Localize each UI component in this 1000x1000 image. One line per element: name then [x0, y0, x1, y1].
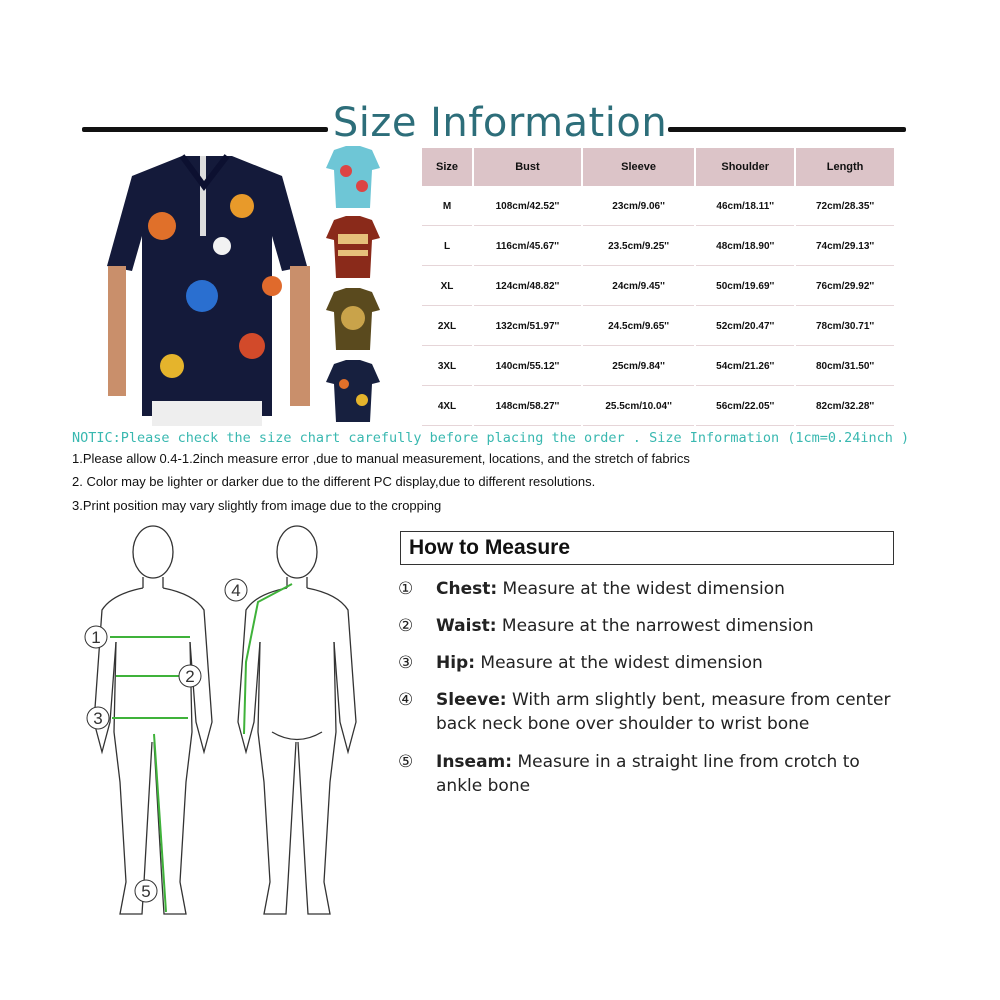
header-bust: Bust	[474, 148, 581, 186]
cell-length: 78cm/30.71''	[796, 308, 894, 346]
measure-text: Measure at the widest dimension	[475, 653, 763, 673]
measure-number: ③	[398, 653, 414, 673]
cell-size: 4XL	[422, 388, 472, 426]
cell-sleeve: 23.5cm/9.25''	[583, 228, 694, 266]
cell-bust: 140cm/55.12''	[474, 348, 581, 386]
marker-2: 2	[185, 667, 195, 686]
cell-length: 82cm/32.28''	[796, 388, 894, 426]
note-measure-error: 1.Please allow 0.4-1.2inch measure error ,due to manual measurement, locations, and the stretch of fabrics	[72, 451, 690, 466]
marker-5: 5	[141, 882, 151, 901]
cell-length: 76cm/29.92''	[796, 268, 894, 306]
cell-size: M	[422, 188, 472, 226]
cell-shoulder: 48cm/18.90''	[696, 228, 794, 266]
sleeve-measure-line	[244, 584, 292, 734]
measure-text: With arm slightly bent, measure from center back neck bone over shoulder to wrist bone	[436, 690, 891, 734]
cell-sleeve: 23cm/9.06''	[583, 188, 694, 226]
cell-sleeve: 25cm/9.84''	[583, 348, 694, 386]
cell-shoulder: 54cm/21.26''	[696, 348, 794, 386]
size-table-header-row	[422, 148, 894, 186]
cell-bust: 124cm/48.82''	[474, 268, 581, 306]
note-color: 2. Color may be lighter or darker due to the different PC display,due to different resolutions.	[72, 474, 596, 489]
measure-label: Hip:	[436, 653, 476, 673]
table-row	[422, 188, 894, 226]
cell-shoulder: 46cm/18.11''	[696, 188, 794, 226]
cell-shoulder: 50cm/19.69''	[696, 268, 794, 306]
product-thumbnail-blue[interactable]	[326, 146, 380, 208]
measure-label: Sleeve:	[436, 690, 507, 710]
measure-label: Waist:	[436, 616, 497, 636]
product-photo-main	[102, 146, 312, 426]
body-back-figure	[222, 522, 362, 932]
measure-text: Measure at the widest dimension	[497, 579, 785, 599]
marker-3: 3	[93, 709, 103, 728]
cell-shoulder: 56cm/22.05''	[696, 388, 794, 426]
page-title: Size Information	[332, 100, 668, 146]
how-to-measure-header	[400, 531, 894, 565]
cell-shoulder: 52cm/20.47''	[696, 308, 794, 346]
measure-label: Inseam:	[436, 752, 513, 772]
cell-bust: 148cm/58.27''	[474, 388, 581, 426]
how-to-measure-title: How to Measure	[409, 536, 571, 559]
marker-1: 1	[91, 628, 101, 647]
cell-bust: 116cm/45.67''	[474, 228, 581, 266]
header-size: Size	[422, 148, 472, 186]
table-row	[422, 228, 894, 266]
marker-4: 4	[231, 581, 241, 600]
measure-text: Measure at the narrowest dimension	[496, 616, 814, 636]
size-table	[420, 146, 896, 428]
cell-length: 80cm/31.50''	[796, 348, 894, 386]
table-row	[422, 268, 894, 306]
cell-bust: 108cm/42.52''	[474, 188, 581, 226]
table-row	[422, 348, 894, 386]
measure-number: ⑤	[398, 752, 414, 772]
cell-length: 72cm/28.35''	[796, 188, 894, 226]
header-sleeve: Sleeve	[583, 148, 694, 186]
body-front-figure	[80, 522, 220, 932]
measure-number: ④	[398, 690, 414, 710]
cell-sleeve: 24.5cm/9.65''	[583, 308, 694, 346]
product-thumbnail-red[interactable]	[326, 216, 380, 278]
measure-text: Measure in a straight line from crotch to ankle bone	[436, 752, 860, 796]
cell-size: L	[422, 228, 472, 266]
table-row	[422, 388, 894, 426]
product-thumbnail-gold[interactable]	[326, 288, 380, 350]
note-print-position: 3.Print position may vary slightly from image due to the cropping	[72, 498, 442, 513]
title-rule-right	[668, 127, 906, 132]
cell-length: 74cm/29.13''	[796, 228, 894, 266]
header-length: Length	[796, 148, 894, 186]
cell-sleeve: 24cm/9.45''	[583, 268, 694, 306]
measure-number: ②	[398, 616, 414, 636]
cell-bust: 132cm/51.97''	[474, 308, 581, 346]
size-notice: NOTIC:Please check the size chart carefully before placing the order . Size Information (1cm=0.24inch )	[72, 430, 910, 446]
product-thumbnail-fish[interactable]	[326, 360, 380, 422]
measure-label: Chest:	[436, 579, 498, 599]
header-shoulder: Shoulder	[696, 148, 794, 186]
cell-size: 3XL	[422, 348, 472, 386]
cell-sleeve: 25.5cm/10.04''	[583, 388, 694, 426]
measure-number: ①	[398, 579, 414, 599]
cell-size: 2XL	[422, 308, 472, 346]
table-row	[422, 308, 894, 346]
title-rule-left	[82, 127, 328, 132]
cell-size: XL	[422, 268, 472, 306]
